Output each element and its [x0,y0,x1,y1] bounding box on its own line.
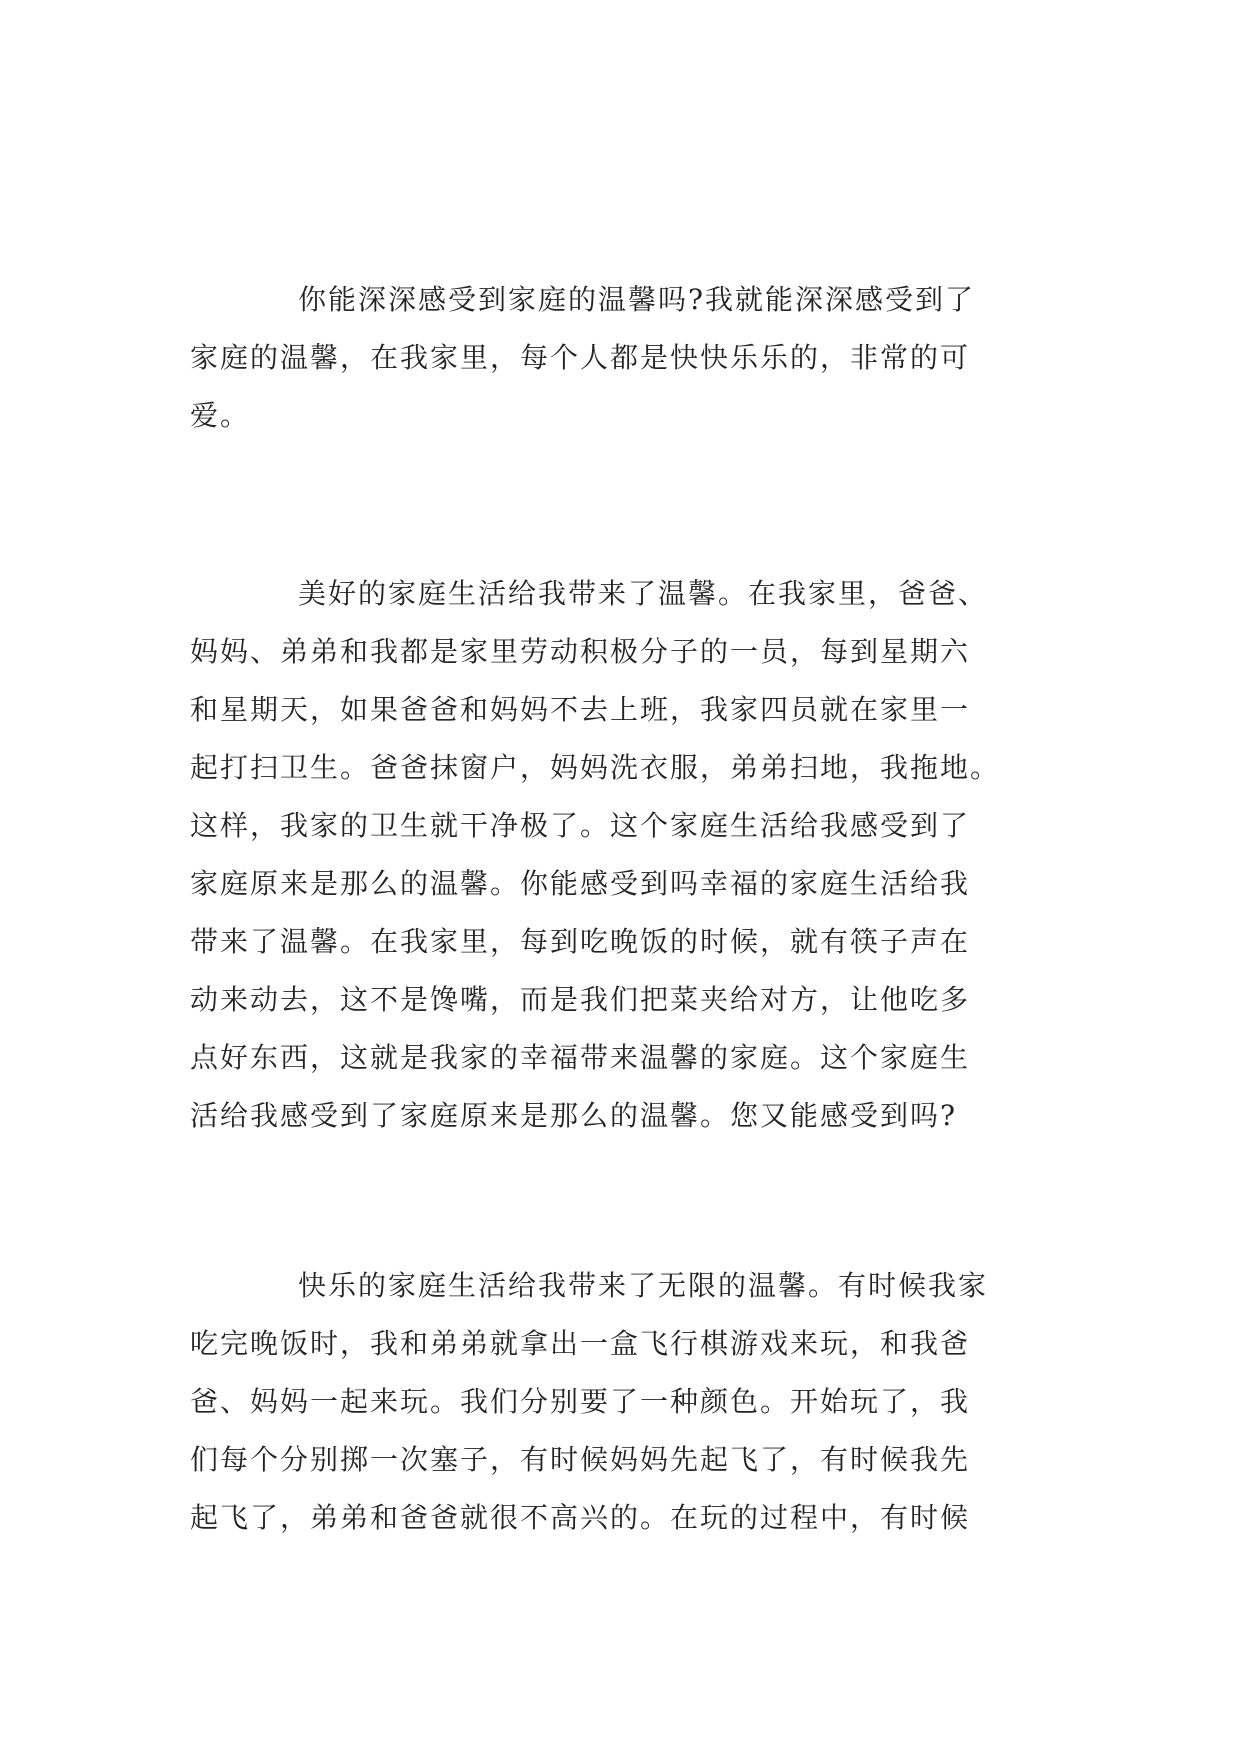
text-line: 爱。 [190,399,251,432]
text-line: 家庭的温馨，在我家里，每个人都是快快乐乐的，非常的可 [190,341,971,374]
text-line: 你能深深感受到家庭的温馨吗?我就能深深感受到了 [298,283,976,316]
paragraph-2 [190,565,1070,1145]
text-line: 点好东西，这就是我家的幸福带来温馨的家庭。这个家庭生 [190,1041,971,1074]
text-line: 们每个分别掷一次塞子，有时候妈妈先起飞了，有时候我先 [190,1443,971,1476]
text-line: 带来了温馨。在我家里，每到吃晚饭的时候，就有筷子声在 [190,925,971,958]
text-line: 活给我感受到了家庭原来是那么的温馨。您又能感受到吗? [190,1099,958,1132]
text-line: 和星期天，如果爸爸和妈妈不去上班，我家四员就在家里一 [190,693,971,726]
text-line: 妈妈、弟弟和我都是家里劳动积极分子的一员，每到星期六 [190,635,971,668]
text-line: 爸、妈妈一起来玩。我们分别要了一种颜色。开始玩了，我 [190,1385,971,1418]
text-line: 吃完晚饭时，我和弟弟就拿出一盒飞行棋游戏来玩，和我爸 [190,1327,971,1360]
text-line: 起飞了，弟弟和爸爸就很不高兴的。在玩的过程中，有时候 [190,1501,971,1534]
text-line: 这样，我家的卫生就干净极了。这个家庭生活给我感受到了 [190,809,971,842]
paragraph-1 [190,271,1070,445]
text-line: 动来动去，这不是馋嘴，而是我们把菜夹给对方，让他吃多 [190,983,971,1016]
text-line: 起打扫卫生。爸爸抹窗户，妈妈洗衣服，弟弟扫地，我拖地。 [190,751,1001,784]
text-line: 家庭原来是那么的温馨。你能感受到吗幸福的家庭生活给我 [190,867,971,900]
paragraph-3 [190,1257,1070,1547]
text-line: 快乐的家庭生活给我带来了无限的温馨。有时候我家 [298,1269,989,1302]
text-line: 美好的家庭生活给我带来了温馨。在我家里，爸爸、 [298,577,989,610]
